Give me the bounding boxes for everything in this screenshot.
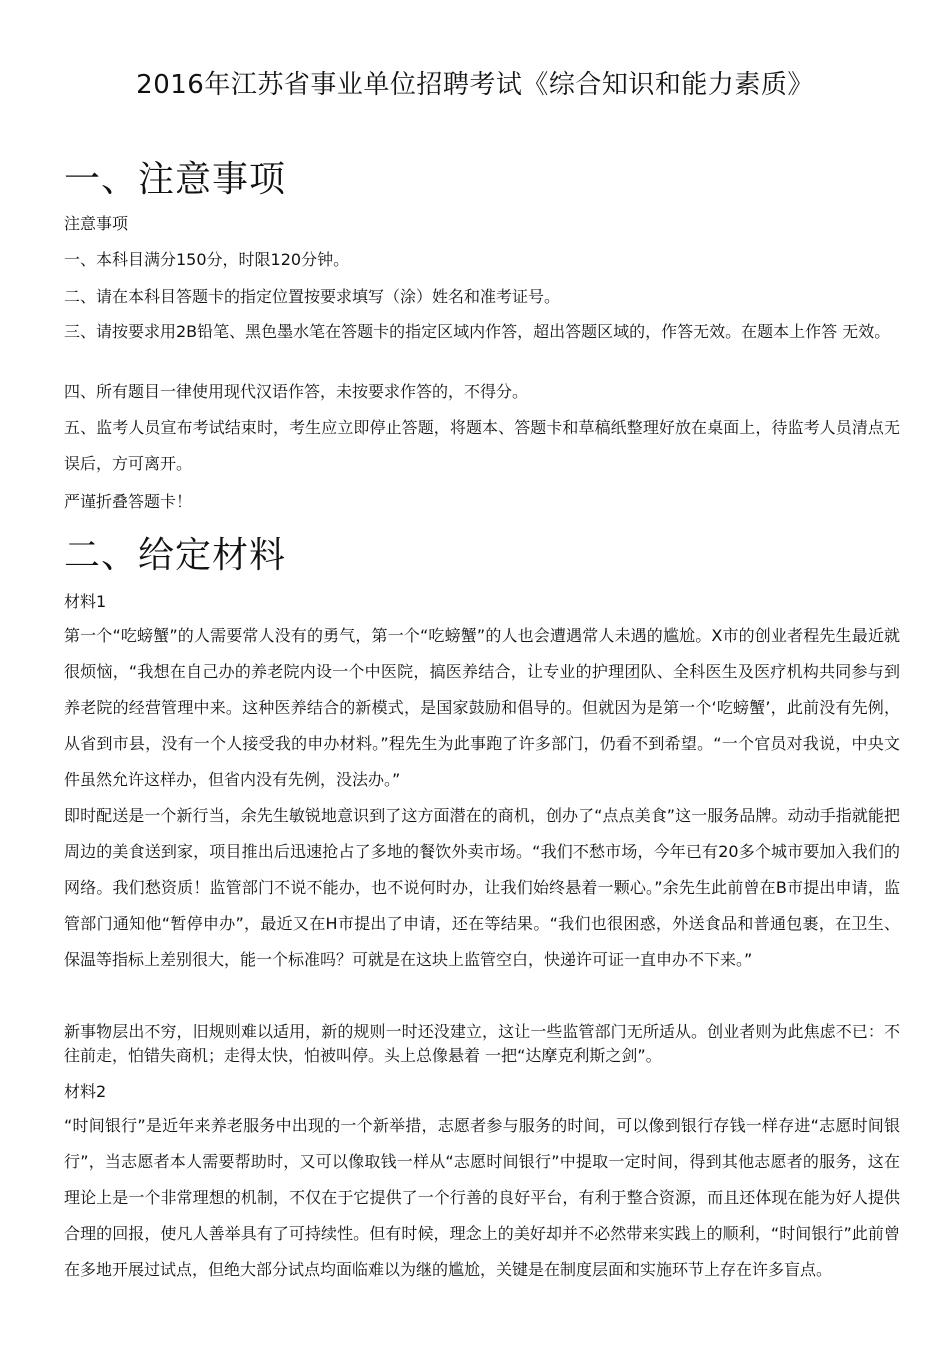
section-heading-materials: 二、给定材料 [64,535,287,576]
material1-paragraph: 新事物层出不穷，旧规则难以适用，新的规则一时还没建立，这让一些监管部门无所适从。创业者则为此焦虑不已：不往前走，怕错失商机；走得太快，怕被叫停。头上总像悬着 一把“达摩克利斯之剑”。 [64,1022,900,1065]
notes-warning: 严谨折叠答题卡！ [64,492,193,511]
notes-subheading: 注意事项 [64,214,129,233]
notes-item: 二、请在本科目答题卡的指定位置按要求填写（涂）姓名和准考证号。 [64,287,561,306]
material2-paragraph: “时间银行”是近年来养老服务中出现的一个新举措，志愿者参与服务的时间，可以像到银行存钱一样存进“志愿时间银行”，当志愿者本人需要帮助时，又可以像取钱一样从“志愿时间银行”中提取一定时间，得到其他志愿者的服务，这在理论上是一个非常理想的机制，不仅在于它提供了一个行善的良好平台，有利于整合资源，而且还体现在能为好人提供合理的回报，使凡人善举具有了可持续性。但有时候，理念上的美好却并不必然带来实践上的顺利，“时间银行”此前曾在多地开展过试点，但绝大部分试点均面临难以为继的尴尬，关键是在制度层面和实施环节上存在许多盲点。 [64,1116,900,1279]
material2-label: 材料2 [64,1082,107,1101]
document-title: 2016年江苏省事业单位招聘考试《综合知识和能力素质》 [136,70,814,100]
material1-paragraph: 第一个“吃螃蟹”的人需要常人没有的勇气，第一个“吃螃蟹”的人也会遭遇常人未遇的尴尬。X市的创业者程先生最近就很烦恼，“我想在自己办的养老院内设一个中医院，搞医养结合，让专业的护理团队、全科医生及医疗机构共同参与到养老院的经营管理中来。这种医养结合的新模式，是国家鼓励和倡导的。但就因为是第一个‘吃螃蟹’，此前没有先例，从省到市县，没有一个人接受我的申办材料。”程先生为此事跑了许多部门，仍看不到希望。“一个官员对我说，中央文件虽然允许这样办，但省内没有先例，没法办。” [64,626,900,789]
section-heading-notes: 一、注意事项 [64,159,287,200]
notes-item: 五、监考人员宣布考试结束时，考生应立即停止答题，将题本、答题卡和草稿纸整理好放在桌面上，待监考人员清点无误后，方可离开。 [64,418,900,473]
notes-item: 三、请按要求用2B铅笔、黑色墨水笔在答题卡的指定区域内作答，超出答题区域的，作答无效。在题本上作答 无效。 [64,322,891,341]
material1-label: 材料1 [64,592,107,611]
notes-item: 四、所有题目一律使用现代汉语作答，未按要求作答的，不得分。 [64,382,529,401]
material1-paragraph: 即时配送是一个新行当，余先生敏锐地意识到了这方面潜在的商机，创办了“点点美食”这一服务品牌。动动手指就能把周边的美食送到家，项目推出后迅速抢占了多地的餐饮外卖市场。“我们不愁市场，今年已有20多个城市要加入我们的网络。我们愁资质！监管部门不说不能办，也不说何时办，让我们始终悬着一颗心。”余先生此前曾在B市提出申请，监管部门通知他“暂停申办”，最近又在H市提出了申请，还在等结果。“我们也很困惑，外送食品和普通包裹，在卫生、保温等指标上差别很大，能一个标准吗？可就是在这块上监管空白，快递许可证一直申办不下来。” [64,806,900,969]
notes-item: 一、本科目满分150分，时限120分钟。 [64,250,350,269]
